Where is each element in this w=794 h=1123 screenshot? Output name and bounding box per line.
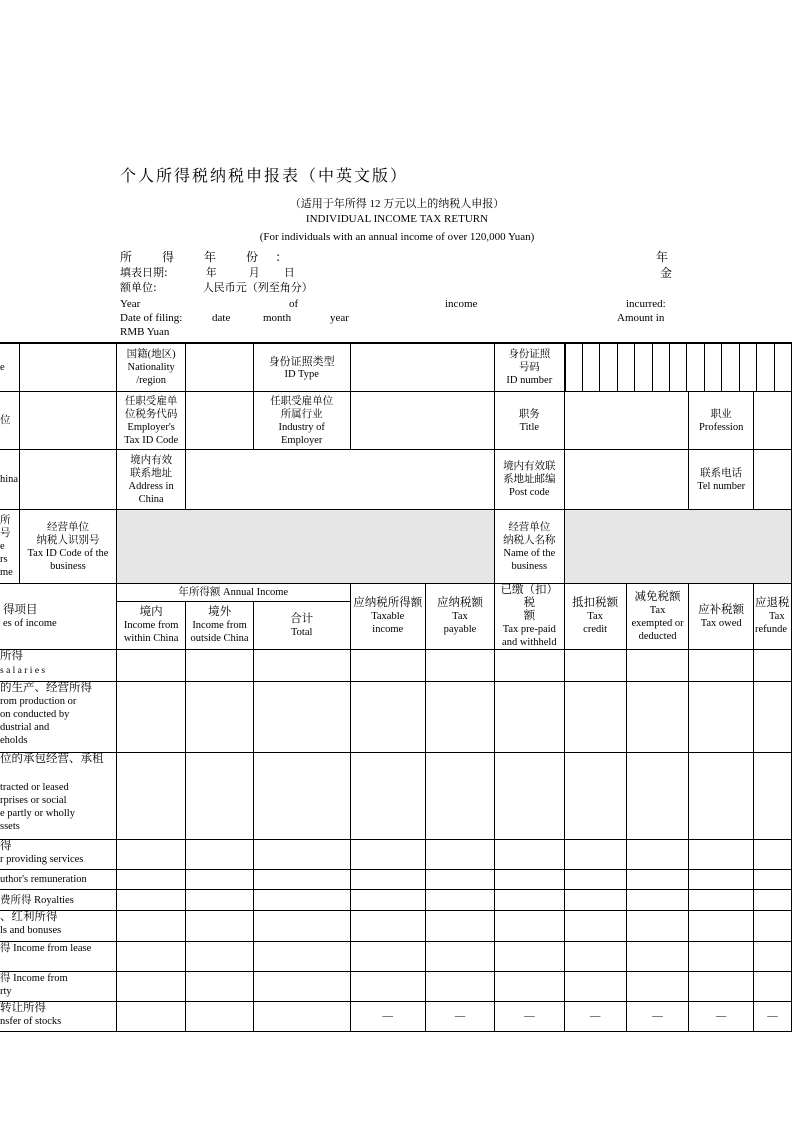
income-cell[interactable] [626,972,689,1002]
income-row-label: 、红利所得 ls and bonuses [0,911,116,942]
en-date-d: date [212,312,231,324]
col-credit-header: 抵扣税额 Tax credit [564,584,626,650]
employer-industry-value-cell[interactable] [350,392,494,450]
income-cell[interactable] [350,942,425,972]
subtitle-en-2: (For individuals with an annual income of over 120,000 Yuan) [259,231,535,243]
col-outside-header: 境外 Income from outside China [186,602,253,650]
income-cell[interactable] [495,753,564,840]
title-value-cell[interactable] [564,392,689,450]
income-cell[interactable] [350,840,425,870]
income-row-label: uthor's remuneration [0,870,116,890]
income-cell[interactable] [116,911,186,942]
income-cell[interactable] [495,682,564,753]
income-cell[interactable] [116,870,186,890]
income-row-label: 所得 s a l a r i e s [0,650,116,682]
income-cell[interactable] [564,972,626,1002]
en-incurred: incurred: [626,298,666,310]
col-within-header: 境内 Income from within China [116,602,186,650]
income-cell[interactable] [425,682,494,753]
postcode-value-cell[interactable] [564,450,689,510]
income-row-label: 费所得 Royalties [0,890,116,911]
id-number-label: 身份证照 号码 ID number [495,343,564,392]
nationality-value-cell[interactable] [186,343,253,392]
income-cell[interactable] [495,942,564,972]
income-row-label: 的生产、经营所得 rom production or on conducted by dustrial and eholds [0,682,116,753]
tel-label: 联系电话 Tel number [689,450,754,510]
biz-name-label: 经营单位 纳税人名称 Name of the business [495,510,564,584]
income-cell[interactable] [116,682,186,753]
income-row-label: 转让所得 nsfer of stocks [0,1002,116,1032]
id-type-value-cell[interactable] [350,343,494,392]
income-cell[interactable] [754,682,792,753]
id-type-label: 身份证照类型 ID Type [253,343,350,392]
income-cell[interactable] [186,972,253,1002]
employer-code-value-cell[interactable] [186,392,253,450]
income-cell[interactable] [186,840,253,870]
col-owed-header: 应补税额 Tax owed [689,584,754,650]
income-cell[interactable] [754,972,792,1002]
en-amount: Amount in [617,312,665,324]
income-cell[interactable] [689,753,754,840]
income-cell[interactable] [689,650,754,682]
income-cell[interactable] [754,942,792,972]
income-cell[interactable] [754,753,792,840]
income-cell[interactable] [116,753,186,840]
income-cell[interactable] [186,1002,253,1032]
income-cell[interactable] [495,890,564,911]
income-cell[interactable] [754,840,792,870]
income-cell[interactable] [495,870,564,890]
employer-code-label: 任职受雇单 位税务代码 Employer's Tax ID Code [116,392,186,450]
income-cell[interactable] [425,840,494,870]
income-cell[interactable] [754,650,792,682]
col-prepaid-header: 已缴（扣）税 额 Tax pre-paid and withheld [495,584,564,650]
income-cell[interactable] [186,890,253,911]
income-cell[interactable] [186,753,253,840]
income-row-label: 得 Income from rty [0,972,116,1002]
income-row-label: 得 Income from lease [0,942,116,972]
income-cell[interactable] [253,650,350,682]
income-cell[interactable] [495,911,564,942]
address-label: 境内有效 联系地址 Address in China [116,450,186,510]
col-taxable-header: 应纳税所得额 Taxable income [350,584,425,650]
profession-label: 职业 Profession [689,392,754,450]
col-payable-header: 应纳税额 Tax payable [425,584,494,650]
income-row-label: 得 r providing services [0,840,116,870]
filing-date-cn: 填表日期: 年 月 日 [120,266,295,279]
postcode-label: 境内有效联 系地址邮编 Post code [495,450,564,510]
income-cell[interactable] [253,942,350,972]
income-cell[interactable] [116,890,186,911]
name-label-fragment: e [0,343,20,392]
col-total-header: 合计 Total [253,602,350,650]
income-cell[interactable] [253,840,350,870]
income-cell[interactable] [253,682,350,753]
income-cell[interactable] [626,840,689,870]
income-cell[interactable] [564,890,626,911]
income-cell[interactable] [754,911,792,942]
subtitle-en: INDIVIDUAL INCOME TAX RETURN [305,213,489,225]
china-label-fragment: hina [0,450,20,510]
income-cell[interactable] [350,890,425,911]
id-number-boxes[interactable] [564,343,792,392]
biz-name-value-cell[interactable] [564,510,792,584]
income-cell[interactable] [350,753,425,840]
income-row-label: 位的承包经营、承租 tracted or leased rprises or social e partly or wholly ssets [0,753,116,840]
dash-cell: — [425,1002,494,1032]
income-cell[interactable] [689,972,754,1002]
income-cell[interactable] [564,840,626,870]
biz-taxid-value-cell[interactable] [116,510,494,584]
tel-value-cell[interactable] [754,450,792,510]
income-cell[interactable] [425,911,494,942]
en-date-y: year [330,312,349,324]
income-cell[interactable] [425,870,494,890]
income-cell[interactable] [689,682,754,753]
dash-cell: — [564,1002,626,1032]
en-date-m: month [263,312,292,324]
income-cell[interactable] [186,870,253,890]
income-cell[interactable] [564,870,626,890]
col-exempted-header: 减免税额 Tax exempted or deducted [626,584,689,650]
income-cell[interactable] [186,942,253,972]
income-cell[interactable] [626,753,689,840]
en-of: of [289,298,299,310]
income-cell[interactable] [689,870,754,890]
income-cell[interactable] [253,1002,350,1032]
unit-value-cell[interactable] [20,392,117,450]
income-cell[interactable] [564,753,626,840]
tax-return-table [0,342,792,1032]
income-cell[interactable] [116,942,186,972]
income-cell[interactable] [626,942,689,972]
dash-cell: — [626,1002,689,1032]
income-cell[interactable] [495,840,564,870]
dash-cell: — [350,1002,425,1032]
en-year: Year [120,298,141,310]
income-cell[interactable] [186,682,253,753]
income-cell[interactable] [253,911,350,942]
income-cell[interactable] [564,942,626,972]
income-cell[interactable] [626,870,689,890]
employer-industry-label: 任职受雇单位 所属行业 Industry of Employer [253,392,350,450]
income-cell[interactable] [626,650,689,682]
year-right: 年 [656,250,669,264]
income-cell[interactable] [754,870,792,890]
income-cell[interactable] [350,650,425,682]
income-cell[interactable] [253,890,350,911]
income-cell[interactable] [564,682,626,753]
income-cell[interactable] [116,972,186,1002]
nationality-label: 国籍(地区) Nationality /region [116,343,186,392]
en-rmb: RMB Yuan [120,326,170,338]
income-cell[interactable] [253,972,350,1002]
income-cell[interactable] [626,890,689,911]
income-cell[interactable] [425,972,494,1002]
income-cell[interactable] [425,890,494,911]
income-cell[interactable] [186,650,253,682]
income-cell[interactable] [689,911,754,942]
income-cell[interactable] [689,890,754,911]
income-cell[interactable] [495,972,564,1002]
income-cell[interactable] [564,650,626,682]
col-refund-header: 应退税 Tax refunde [754,584,792,650]
income-cell[interactable] [186,911,253,942]
income-cell[interactable] [564,911,626,942]
dash-cell: — [754,1002,792,1032]
income-cell[interactable] [253,753,350,840]
income-cell[interactable] [626,682,689,753]
subtitle-cn: （适用于年所得 12 万元以上的纳税人申报） [289,198,505,210]
income-cell[interactable] [253,870,350,890]
income-cell[interactable] [116,840,186,870]
en-income: income [445,298,478,310]
income-cell[interactable] [116,650,186,682]
unit-cn: 额单位: 人民币元（列至角分） [120,281,313,294]
col-item-header: 得项目 es of income [0,584,116,650]
profession-value-cell[interactable] [754,392,792,450]
income-cell[interactable] [425,650,494,682]
china-value-cell[interactable] [20,450,117,510]
income-cell[interactable] [350,870,425,890]
name-value-cell[interactable] [20,343,117,392]
amount-right: 金 [660,266,673,280]
income-cell[interactable] [116,1002,186,1032]
income-cell[interactable] [350,682,425,753]
year-label-cn: 所 得 年 份 : [120,250,281,264]
dash-cell: — [689,1002,754,1032]
income-cell[interactable] [626,911,689,942]
income-cell[interactable] [350,972,425,1002]
income-cell[interactable] [425,753,494,840]
en-date: Date of filing: [120,312,183,324]
biz-taxid-label: 经营单位 纳税人识别号 Tax ID Code of the business [20,510,117,584]
income-cell[interactable] [495,650,564,682]
income-cell[interactable] [350,911,425,942]
income-cell[interactable] [689,942,754,972]
dash-cell: — [495,1002,564,1032]
income-cell[interactable] [425,942,494,972]
income-cell[interactable] [754,890,792,911]
unit-label-fragment: 位 [0,392,20,450]
page-title: 个人所得税纳税申报表（中英文版） [120,166,409,185]
income-cell[interactable] [689,840,754,870]
col-annual-income-header: 年所得额 Annual Income [116,584,350,602]
biz-label-fragment: 所 号 e rs me [0,510,20,584]
address-value-cell[interactable] [186,450,495,510]
title-label: 职务 Title [495,392,564,450]
